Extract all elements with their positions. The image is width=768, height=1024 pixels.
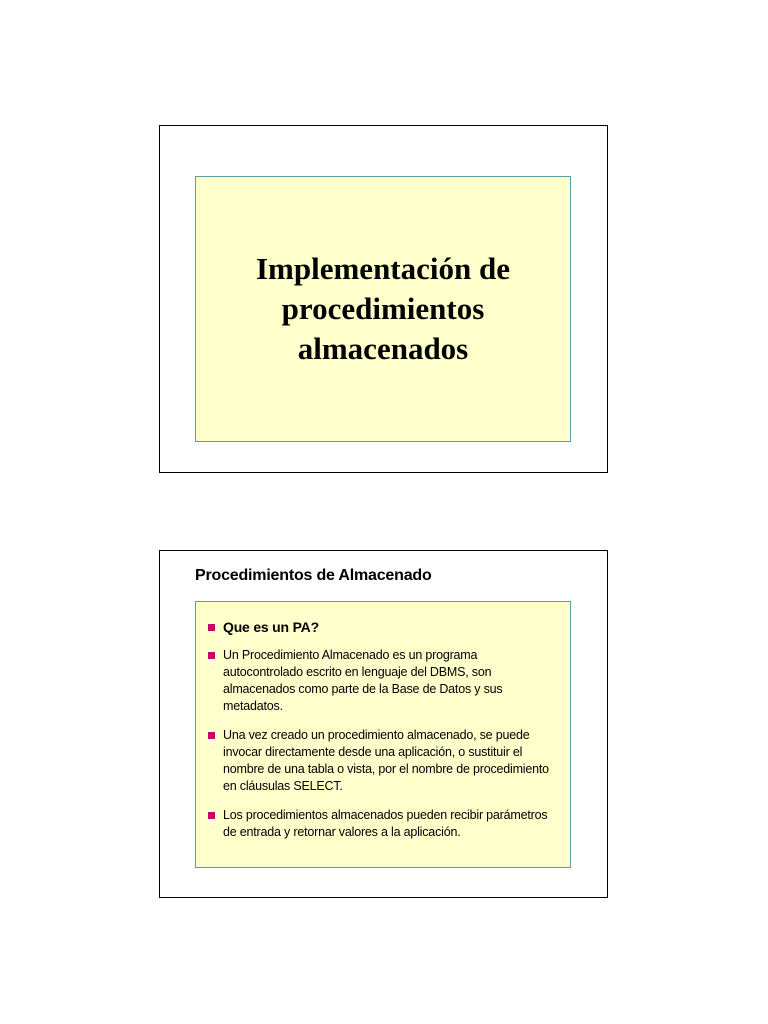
bullet-text: Una vez creado un procedimiento almacenado, se puede invocar directamente desde una aplicación, o sustituir el nombre de una tabla o vista, por el nombre de procedimiento en cláusulas SELECT.: [223, 728, 549, 793]
bullet-text: Que es un PA?: [223, 619, 319, 635]
bullet-item: [208, 647, 558, 715]
bullet-text: Los procedimientos almacenados pueden recibir parámetros de entrada y retornar valores a la aplicación.: [223, 808, 548, 839]
square-bullet-icon: [208, 624, 215, 631]
bullet-item: [208, 807, 558, 841]
bullet-item: [208, 727, 558, 795]
slide-2: [159, 550, 608, 898]
square-bullet-icon: [208, 812, 215, 819]
content-box: [195, 601, 571, 868]
square-bullet-icon: [208, 732, 215, 739]
bullet-list: [208, 618, 558, 841]
square-bullet-icon: [208, 652, 215, 659]
bullet-text: Un Procedimiento Almacenado es un programa autocontrolado escrito en lenguaje del DBMS, son almacenados como parte de la Base de Datos y sus metadatos.: [223, 648, 503, 713]
bullet-item: [208, 618, 558, 636]
slide-title: Implementación de procedimientos almacenados: [255, 251, 510, 366]
slide-1: [159, 125, 608, 473]
slide-heading: Procedimientos de Almacenado: [195, 567, 432, 584]
title-box: [195, 176, 571, 442]
